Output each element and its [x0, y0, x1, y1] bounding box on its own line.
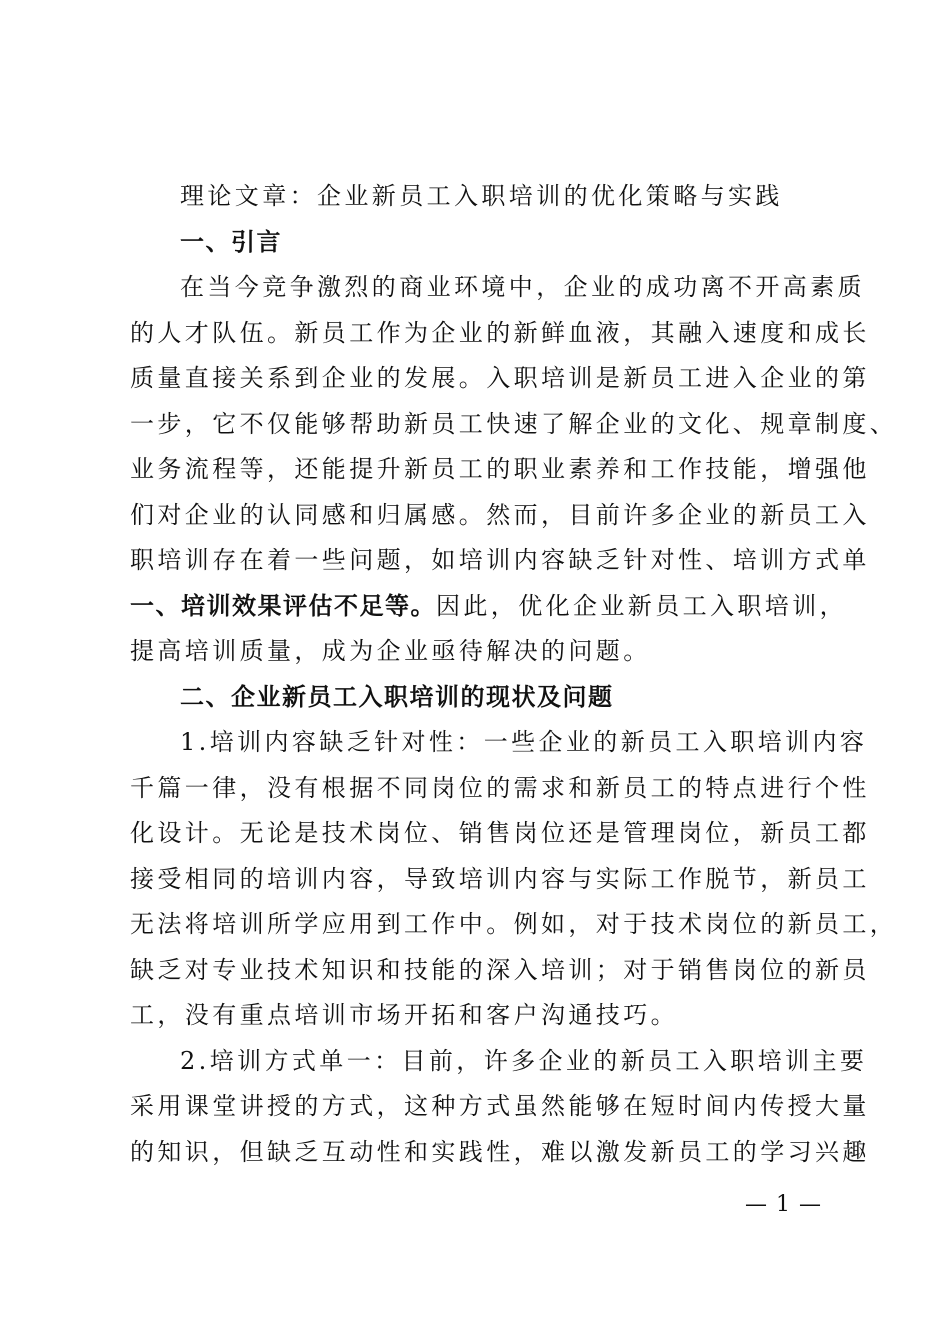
paragraph-line: 1.培训内容缺乏针对性：一些企业的新员工入职培训内容 — [180, 728, 868, 756]
paragraph-line: 在当今竞争激烈的商业环境中，企业的成功离不开高素质 — [180, 273, 865, 301]
paragraph-line: 千篇一律，没有根据不同岗位的需求和新员工的特点进行个性 — [130, 773, 870, 802]
paragraph-text-fragment: 因此，优化企业新员工入职培训， — [436, 591, 847, 620]
paragraph-line: 工，没有重点培训市场开拓和客户沟通技巧。 — [130, 1001, 678, 1029]
paragraph-line: 的人才队伍。新员工作为企业的新鲜血液，其融入速度和成长 — [130, 318, 870, 347]
paragraph-introduction — [130, 265, 898, 675]
paragraph-line: 一步，它不仅能够帮助新员工快速了解企业的文化、规章制度、 — [130, 409, 898, 438]
section-heading-introduction: 一、引言 — [180, 227, 282, 256]
paragraph-line: 业务流程等，还能提升新员工的职业素养和工作技能，增强他 — [130, 455, 870, 483]
bold-text-fragment: 一、培训效果评估不足等。 — [130, 591, 436, 620]
page-number: — 1 — — [745, 1192, 822, 1217]
paragraph-line: 化设计。无论是技术岗位、销售岗位还是管理岗位，新员工都 — [130, 819, 870, 847]
paragraph-line-mixed — [130, 584, 847, 630]
paragraph-line: 无法将培训所学应用到工作中。例如，对于技术岗位的新员工， — [130, 910, 898, 938]
document-title: 理论文章：企业新员工入职培训的优化策略与实践 — [180, 182, 783, 210]
paragraph-line: 职培训存在着一些问题，如培训内容缺乏针对性、培训方式单 — [130, 546, 870, 574]
paragraph-line: 质量直接关系到企业的发展。入职培训是新员工进入企业的第 — [130, 364, 870, 392]
paragraph-point-1 — [130, 720, 898, 1039]
paragraph-line: 接受相同的培训内容，导致培训内容与实际工作脱节，新员工 — [130, 864, 870, 893]
paragraph-line: 提高培训质量，成为企业亟待解决的问题。 — [130, 637, 651, 665]
paragraph-point-2 — [130, 1039, 870, 1176]
document-body — [130, 174, 898, 1175]
paragraph-line: 的知识，但缺乏互动性和实践性，难以激发新员工的学习兴趣 — [130, 1137, 870, 1166]
paragraph-line: 缺乏对专业技术知识和技能的深入培训；对于销售岗位的新员 — [130, 955, 870, 984]
paragraph-line: 们对企业的认同感和归属感。然而，目前许多企业的新员工入 — [130, 500, 870, 529]
paragraph-line: 采用课堂讲授的方式，这种方式虽然能够在短时间内传授大量 — [130, 1092, 870, 1120]
section-heading-status-problems: 二、企业新员工入职培训的现状及问题 — [180, 682, 614, 711]
paragraph-line: 2.培训方式单一：目前，许多企业的新员工入职培训主要 — [180, 1046, 868, 1075]
